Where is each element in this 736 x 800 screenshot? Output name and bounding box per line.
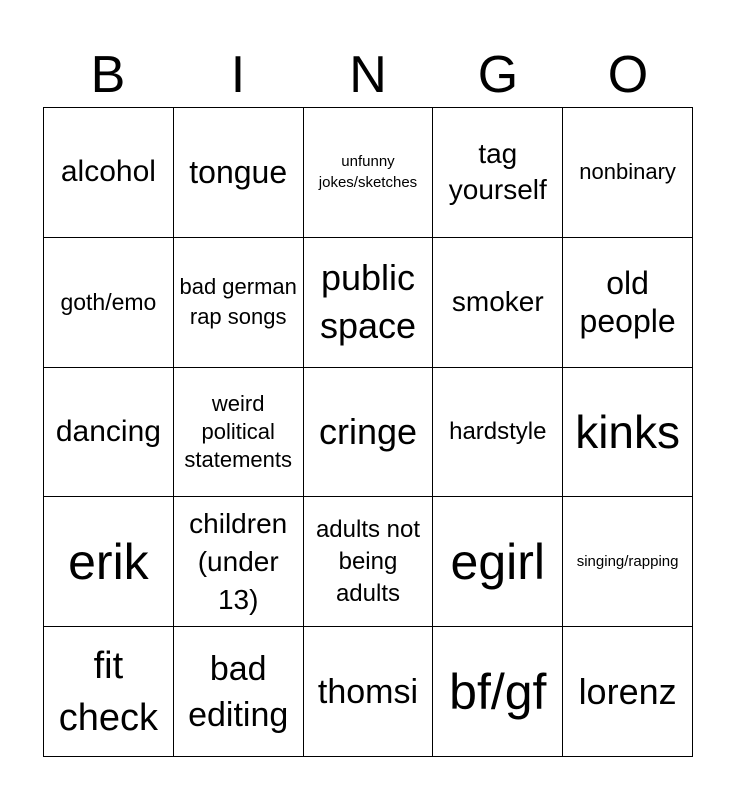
header-letter-g: G <box>477 46 519 104</box>
header-letter-i: I <box>230 46 246 104</box>
bingo-cell-text: adults not being adults <box>315 515 421 607</box>
bingo-cell-text: children (under 13) <box>189 507 288 615</box>
bingo-cell[interactable] <box>44 238 174 368</box>
bingo-cell-text: old people <box>579 265 676 340</box>
bingo-cell-text: erik <box>68 533 149 590</box>
bingo-cell-text: public space <box>319 257 417 347</box>
bingo-cell-text: kinks <box>575 405 680 458</box>
bingo-cell-text: singing/rapping <box>576 553 679 571</box>
bingo-cell[interactable] <box>44 497 174 627</box>
bingo-cell-text: thomsi <box>317 672 419 711</box>
bingo-cell-text: weird political statements <box>184 390 292 472</box>
bingo-cell[interactable] <box>174 108 304 238</box>
bingo-cell[interactable] <box>44 368 174 498</box>
header-letter-o: O <box>607 46 649 104</box>
bingo-cell[interactable] <box>304 368 434 498</box>
bingo-cell[interactable] <box>174 368 304 498</box>
bingo-cell-text: tongue <box>189 154 288 191</box>
bingo-cell[interactable] <box>563 238 693 368</box>
bingo-cell-text: bf/gf <box>449 663 547 720</box>
bingo-cell-text: alcohol <box>60 155 156 189</box>
bingo-cell[interactable] <box>433 238 563 368</box>
bingo-cell-text: tag yourself <box>448 138 547 206</box>
bingo-cell[interactable] <box>304 238 434 368</box>
bingo-cell[interactable] <box>433 368 563 498</box>
bingo-cell-text: cringe <box>318 410 418 452</box>
bingo-cell-text: smoker <box>451 286 544 318</box>
bingo-cell-text: bad german rap songs <box>179 274 297 330</box>
bingo-cell[interactable] <box>44 627 174 757</box>
bingo-cell[interactable] <box>563 368 693 498</box>
bingo-cell[interactable] <box>433 108 563 238</box>
bingo-cell-text: goth/emo <box>60 289 157 316</box>
bingo-cell[interactable] <box>304 497 434 627</box>
bingo-cell[interactable] <box>563 108 693 238</box>
bingo-cell[interactable] <box>563 497 693 627</box>
header-letter-b: B <box>90 46 126 104</box>
bingo-cell[interactable] <box>304 108 434 238</box>
bingo-cell[interactable] <box>44 108 174 238</box>
bingo-cell-text: hardstyle <box>449 417 547 445</box>
bingo-card-grid <box>43 107 693 757</box>
bingo-cell-text: dancing <box>55 414 161 448</box>
bingo-cell[interactable] <box>174 627 304 757</box>
bingo-cell-text: unfunny jokes/sketches <box>318 153 418 192</box>
bingo-cell-text: nonbinary <box>579 159 676 185</box>
bingo-cell-text: egirl <box>450 533 546 590</box>
bingo-header <box>43 44 693 106</box>
bingo-cell[interactable] <box>174 238 304 368</box>
bingo-cell[interactable] <box>174 497 304 627</box>
bingo-cell[interactable] <box>304 627 434 757</box>
bingo-cell-text: fit check <box>58 644 159 739</box>
bingo-cell-text: bad editing <box>188 649 289 734</box>
bingo-cell-text: lorenz <box>578 670 677 712</box>
bingo-cell[interactable] <box>563 627 693 757</box>
bingo-cell[interactable] <box>433 627 563 757</box>
bingo-cell[interactable] <box>433 497 563 627</box>
header-letter-n: N <box>349 46 387 104</box>
